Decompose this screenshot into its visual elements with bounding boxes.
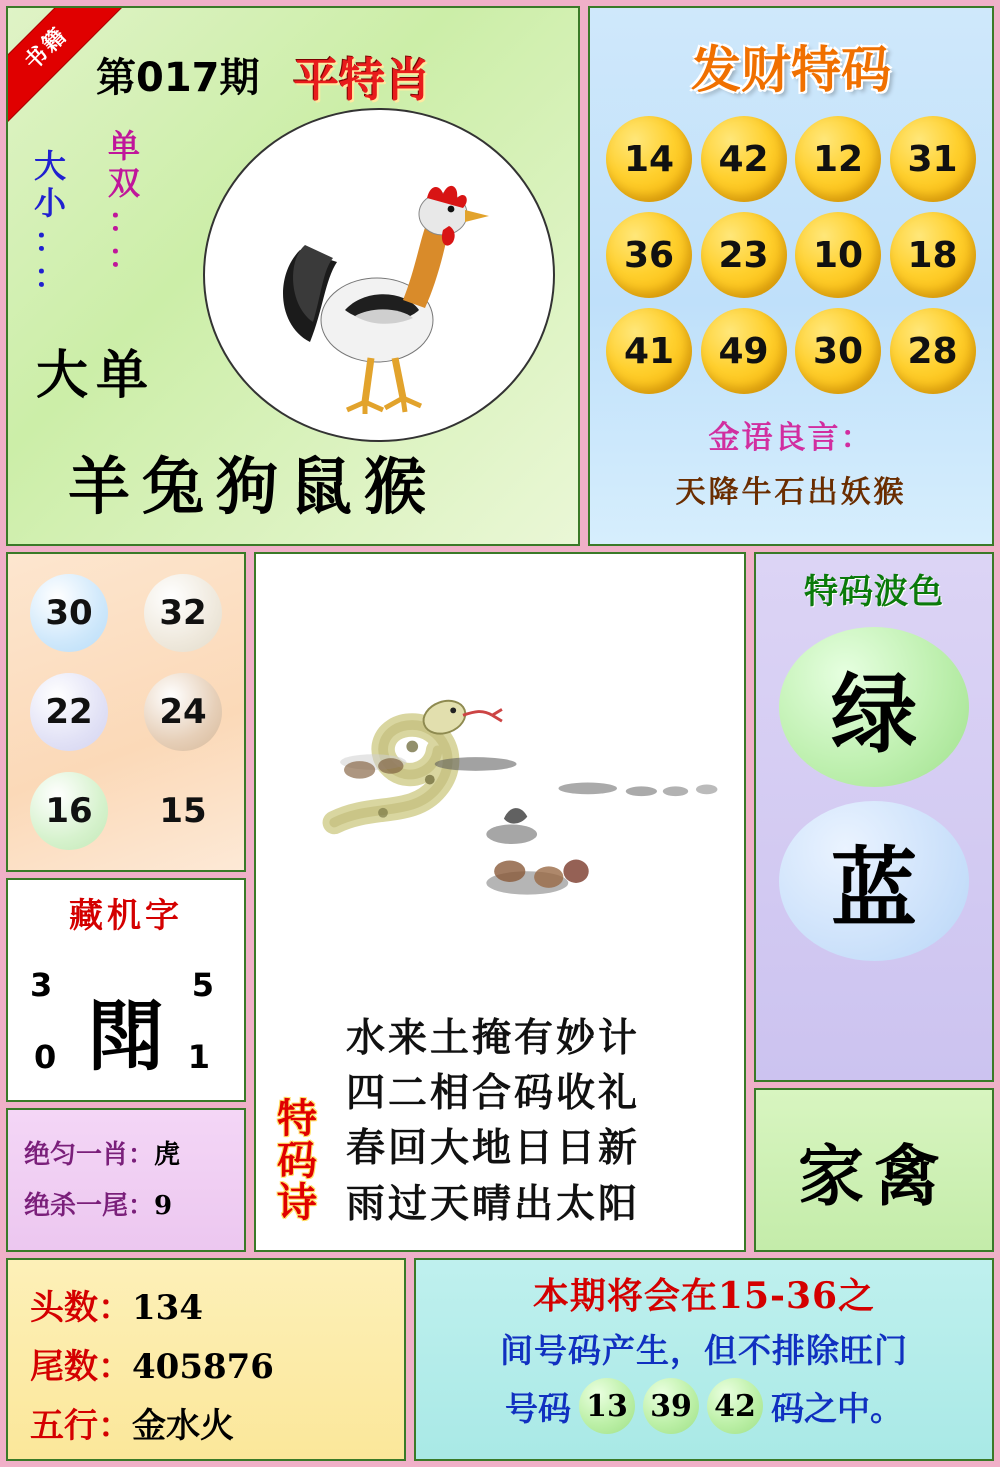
number-ball: 22 — [30, 673, 108, 751]
stats-value-toushu: 134 — [132, 1288, 203, 1328]
jue-line-2-value: 9 — [154, 1191, 173, 1221]
cangjizi-corner-bottom-right: 1 — [187, 1038, 210, 1076]
lottery-ball: 23 — [701, 212, 787, 298]
facai-title: 发财特码 — [691, 41, 891, 99]
zodiac-list: 羊兔狗鼠猴 — [68, 450, 439, 523]
forecast-ball: 42 — [707, 1378, 763, 1434]
stats-line-1 — [30, 1280, 404, 1329]
forecast-line-1: 本期将会在15-36之 — [532, 1275, 876, 1317]
number-ball: 32 — [144, 574, 222, 652]
lottery-ball: 10 — [795, 212, 881, 298]
panel-title-pingtexiao: 平特肖 — [293, 53, 431, 107]
middle-row — [6, 552, 994, 1252]
ribbon-label: 书籍 — [20, 22, 74, 76]
forecast-line-2: 间号码产生，但不排除旺门 — [500, 1331, 908, 1370]
stats-line-2 — [30, 1339, 404, 1388]
lottery-ball: 31 — [890, 116, 976, 202]
cangjizi-corner-top-right: 5 — [191, 966, 214, 1004]
stats-line-3 — [30, 1398, 404, 1447]
lottery-ball: 18 — [890, 212, 976, 298]
lottery-ball: 41 — [606, 308, 692, 394]
pingtexiao-panel — [6, 6, 580, 546]
corner-ribbon — [8, 8, 136, 136]
left-column — [6, 552, 246, 1252]
stats-key-weishu: 尾数： — [30, 1347, 132, 1387]
lottery-ball: 49 — [701, 308, 787, 394]
cangjizi-character: 閗 — [88, 992, 164, 1081]
stats-value-wuxing: 金水火 — [132, 1406, 234, 1446]
poem-line: 四二相合码收礼 — [346, 1069, 641, 1116]
jue-line-1-value: 虎 — [154, 1140, 181, 1170]
number-ball: 24 — [144, 673, 222, 751]
jue-line-1-key: 绝匀一肖： — [24, 1140, 155, 1170]
stats-key-toushu: 头数： — [30, 1288, 132, 1328]
forecast-line-3 — [426, 1378, 982, 1434]
bose-color-blue: 蓝 — [779, 801, 969, 961]
poem-panel — [254, 552, 746, 1252]
stats-value-weishu: 405876 — [132, 1347, 274, 1387]
poem-label: 特码诗 — [277, 1095, 317, 1226]
answer-daxiao-danshuang: 大单 — [36, 346, 157, 406]
jue-line-2-key: 绝杀一尾： — [24, 1191, 155, 1221]
label-daxiao: 大 小 ： ： — [34, 147, 67, 296]
jue-line-1 — [24, 1134, 238, 1171]
rooster-illustration-icon — [203, 108, 555, 442]
number-ball: 16 — [30, 772, 108, 850]
stats-key-wuxing: 五行： — [30, 1406, 132, 1446]
poem-line: 雨过天晴出太阳 — [346, 1180, 641, 1227]
bose-title: 特码波色 — [804, 572, 944, 612]
lottery-ball: 36 — [606, 212, 692, 298]
lottery-ball: 30 — [795, 308, 881, 394]
top-row — [6, 6, 994, 546]
forecast-prefix: 号码 — [505, 1388, 571, 1428]
jiaqin-panel: 家禽 — [754, 1088, 994, 1252]
proverb-text: 天降牛石出妖猴 — [675, 475, 907, 510]
bose-panel — [754, 552, 994, 1082]
stats-panel — [6, 1258, 406, 1461]
lottery-ball: 28 — [890, 308, 976, 394]
poem-line: 水来土掩有妙计 — [346, 1014, 641, 1061]
jue-panel — [6, 1108, 246, 1252]
label-danshuang: 单 双 ： ： — [108, 127, 141, 276]
forecast-ball: 39 — [643, 1378, 699, 1434]
poem-line: 春回大地日日新 — [346, 1125, 641, 1172]
proverb-label: 金语良言： — [708, 420, 874, 456]
snake-ink-painting-icon — [266, 574, 734, 954]
poem-text — [346, 1011, 734, 1233]
issue-number: 第017期 — [96, 55, 260, 101]
facai-ball-grid — [606, 116, 976, 394]
facai-tema-panel — [588, 6, 994, 546]
bose-color-green: 绿 — [779, 627, 969, 787]
jue-line-2 — [24, 1185, 238, 1222]
numbers-panel — [6, 552, 246, 872]
forecast-panel — [414, 1258, 994, 1461]
number-ball: 15 — [159, 790, 207, 831]
forecast-suffix: 码之中。 — [771, 1388, 903, 1428]
cangjizi-corner-top-left: 3 — [30, 966, 53, 1004]
cangjizi-panel — [6, 878, 246, 1102]
lottery-ball: 42 — [701, 116, 787, 202]
number-ball: 30 — [30, 574, 108, 652]
cangjizi-title: 藏机字 — [69, 896, 183, 936]
lottery-ball: 14 — [606, 116, 692, 202]
right-column — [754, 552, 994, 1252]
forecast-ball: 13 — [579, 1378, 635, 1434]
lottery-ball: 12 — [795, 116, 881, 202]
cangjizi-corner-bottom-left: 0 — [34, 1038, 57, 1076]
bottom-row — [6, 1258, 994, 1461]
